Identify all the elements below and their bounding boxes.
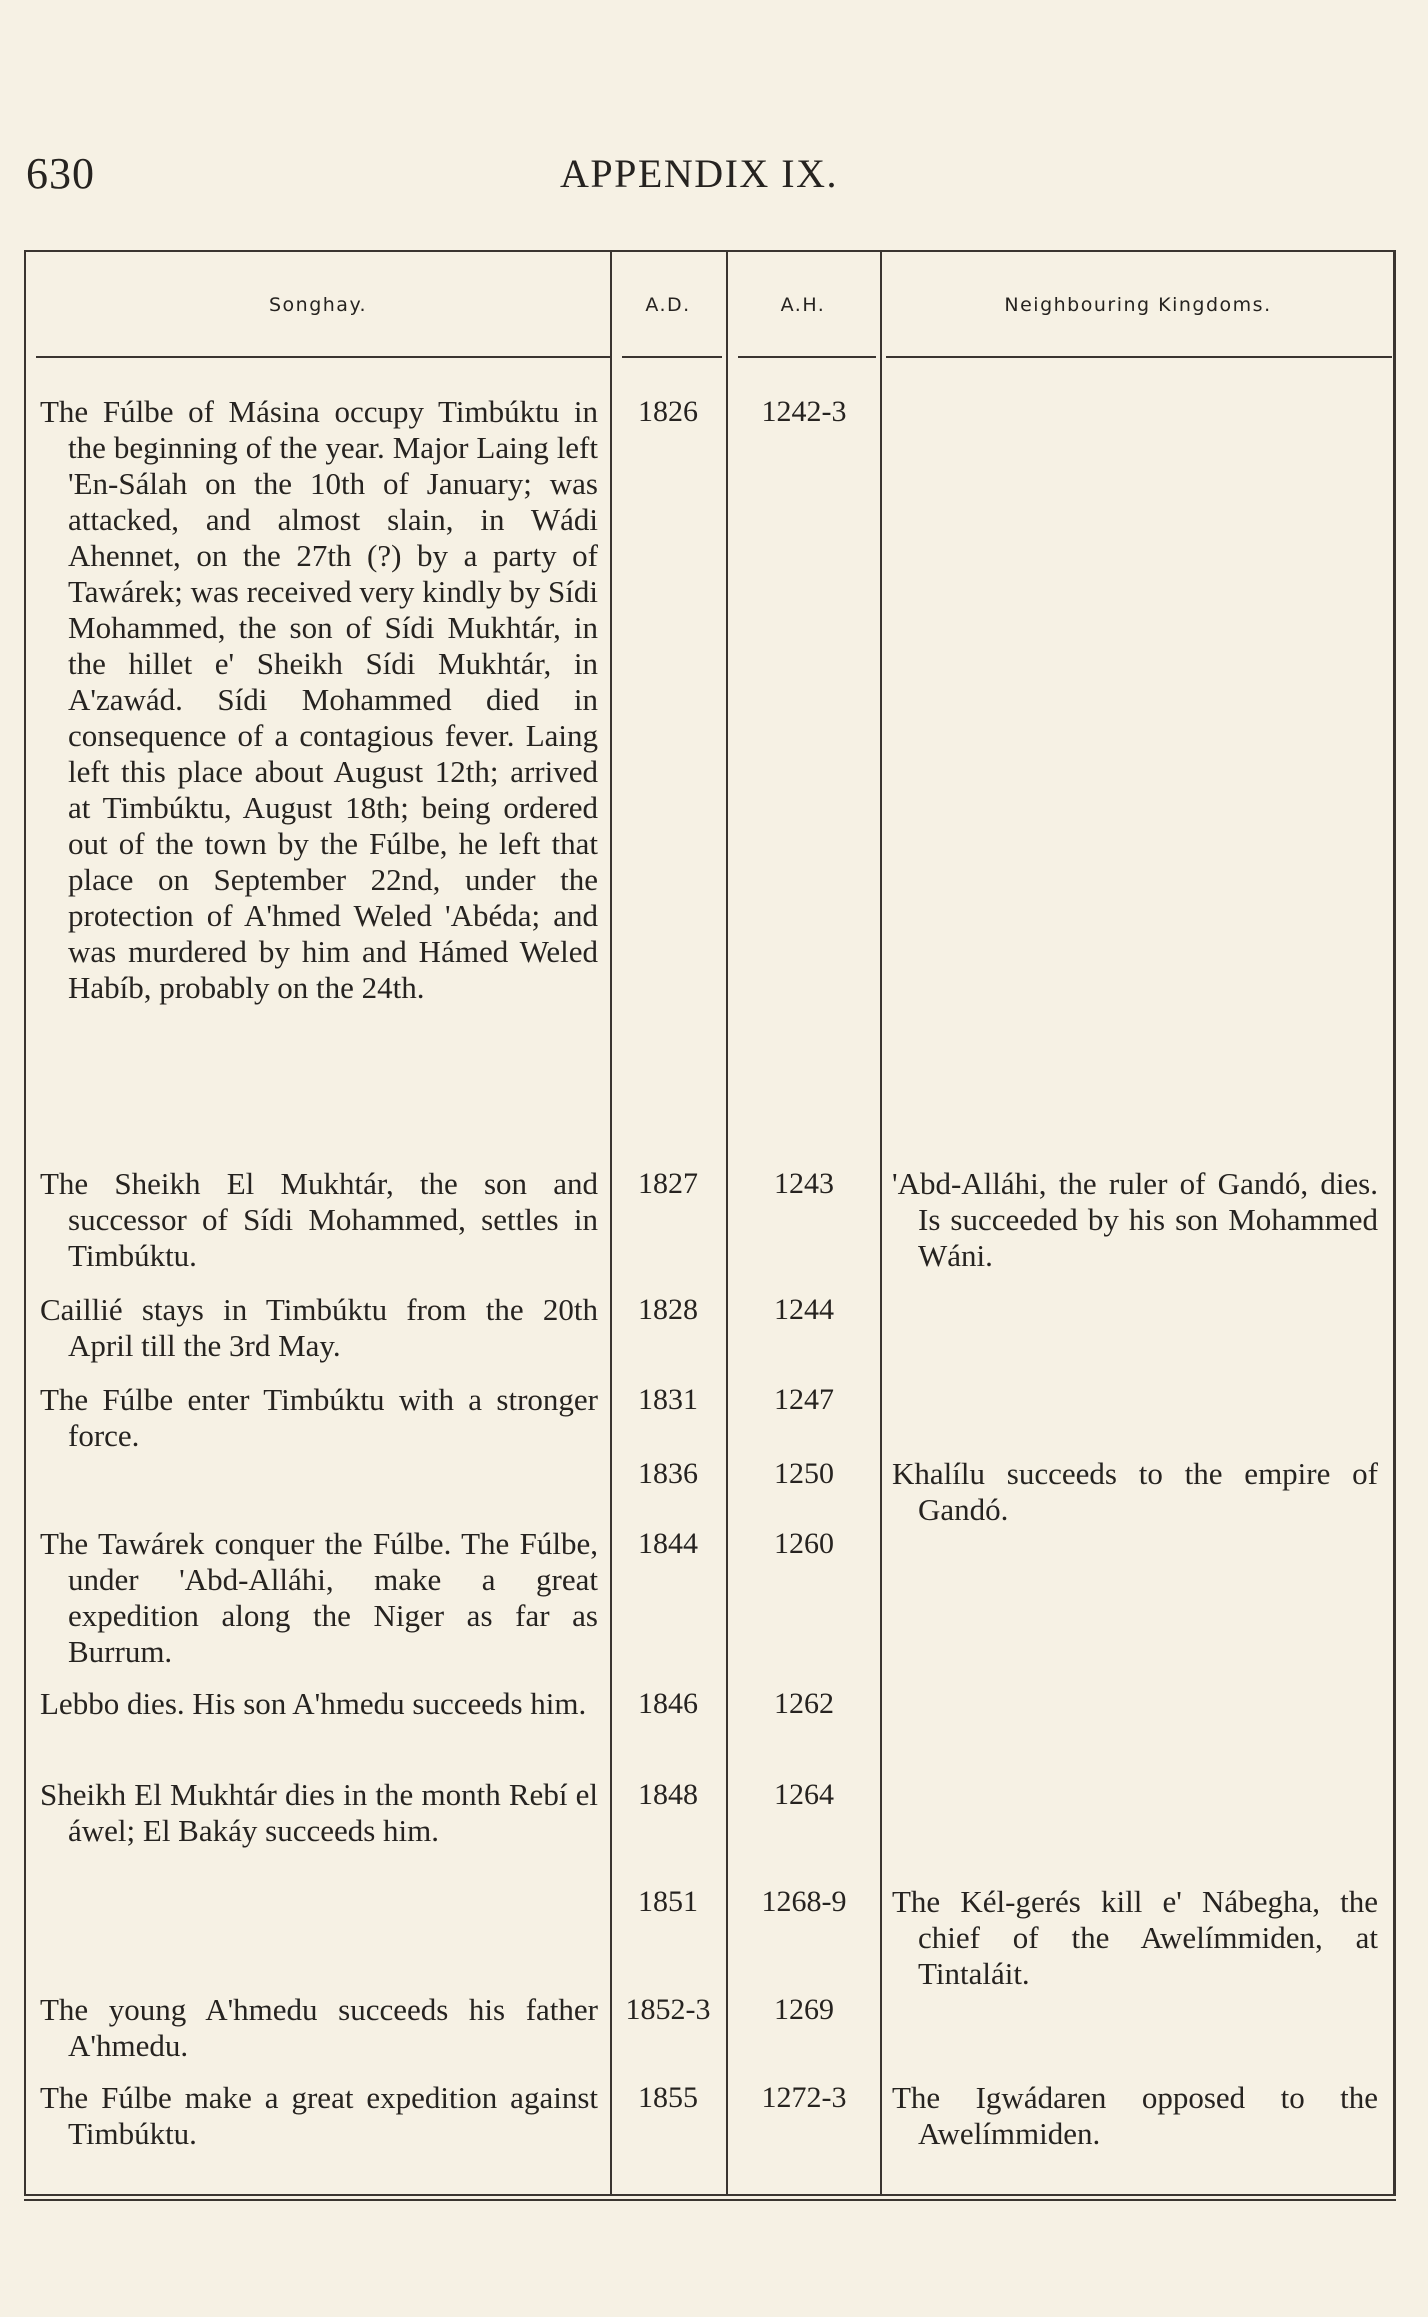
songhay-event: The Fúlbe make a great expedition against Timbúktu. xyxy=(40,2080,598,2151)
songhay-event: The Tawárek conquer the Fúlbe. The Fúlbe, under 'Abd-Alláhi, make a great expedition along the Niger as far as Burrum. xyxy=(40,1526,598,1669)
songhay-event: Sheikh El Mukhtár dies in the month Rebí el áwel; El Bakáy succeeds him. xyxy=(40,1777,598,1848)
songhay-event: Caillié stays in Timbúktu from the 20th April till the 3rd May. xyxy=(40,1292,598,1363)
kingdom-event: The Igwádaren opposed to the Awelímmiden. xyxy=(892,2080,1378,2151)
year-ah: 1262 xyxy=(774,1687,834,1720)
year-ah: 1264 xyxy=(774,1778,834,1811)
column-divider-3 xyxy=(880,250,882,2196)
year-ah: 1242-3 xyxy=(761,395,847,428)
songhay-event: Lebbo dies. His son A'hmedu succeeds him. xyxy=(40,1686,587,1721)
year-ad: 1852-3 xyxy=(625,1993,711,2026)
songhay-event: The young A'hmedu succeeds his father A'hmedu. xyxy=(40,1992,598,2063)
running-head: APPENDIX IX. xyxy=(560,151,838,196)
column-header-ah: A.H. xyxy=(780,294,826,316)
page-number: 630 xyxy=(26,149,95,198)
column-divider-2 xyxy=(726,250,728,2196)
year-ah: 1272-3 xyxy=(761,2081,847,2114)
year-ad: 1844 xyxy=(638,1527,698,1560)
year-ad: 1827 xyxy=(638,1167,698,1200)
year-ad: 1855 xyxy=(638,2081,698,2114)
header-rule-kingdoms xyxy=(886,356,1392,358)
kingdom-event: 'Abd-Alláhi, the ruler of Gandó, dies. Is succeeded by his son Mohammed Wáni. xyxy=(892,1166,1378,1273)
songhay-event: The Sheikh El Mukhtár, the son and successor of Sídi Mohammed, settles in Timbúktu. xyxy=(40,1166,598,1273)
column-header-ad: A.D. xyxy=(645,294,691,316)
year-ah: 1260 xyxy=(774,1527,834,1560)
year-ad: 1828 xyxy=(638,1293,698,1326)
year-ad: 1846 xyxy=(638,1687,698,1720)
songhay-event: The Fúlbe of Másina occupy Timbúktu in the beginning of the year. Major Laing left 'En-Sálah on the 10th of January; was attacked, and almost slain, in Wádi Ahennet, on the 27th (?) by a party of Tawárek; was received very kindly by Sídi Mohammed, the son of Sídi Mukhtár, in the hillet e' Sheikh Sídi Mukhtár, in A'zawád. Sídi Mohammed died in consequence of a contagious fever. Laing left this place about August 12th; arrived at Timbúktu, August 18th; being ordered out of the town by the Fúlbe, he left that place on September 22nd, under the protection of A'hmed Weled 'Abéda; and was murdered by him and Hámed Weled Habíb, probably on the 24th. xyxy=(40,394,598,1005)
songhay-event: The Fúlbe enter Timbúktu with a stronger force. xyxy=(40,1382,598,1453)
kingdom-event: Khalílu succeeds to the empire of Gandó. xyxy=(892,1456,1378,1527)
year-ah: 1247 xyxy=(774,1383,834,1416)
year-ah: 1250 xyxy=(774,1457,834,1490)
header-rule-ah xyxy=(738,356,876,358)
year-ad: 1836 xyxy=(638,1457,698,1490)
year-ah: 1243 xyxy=(774,1167,834,1200)
year-ad: 1831 xyxy=(638,1383,698,1416)
table-bottom-rule xyxy=(24,2199,1396,2201)
header-rule-ad xyxy=(622,356,722,358)
year-ad: 1826 xyxy=(638,395,698,428)
kingdom-event: The Kél-gerés kill e' Nábegha, the chief of the Awelímmiden, at Tintaláit. xyxy=(892,1884,1378,1991)
year-ah: 1268-9 xyxy=(761,1885,847,1918)
year-ad: 1851 xyxy=(638,1885,698,1918)
year-ad: 1848 xyxy=(638,1778,698,1811)
header-rule-songhay xyxy=(36,356,610,358)
column-header-kingdoms: Neighbouring Kingdoms. xyxy=(1004,294,1272,316)
year-ah: 1244 xyxy=(774,1293,834,1326)
column-header-songhay: Songhay. xyxy=(268,294,368,316)
year-ah: 1269 xyxy=(774,1993,834,2026)
